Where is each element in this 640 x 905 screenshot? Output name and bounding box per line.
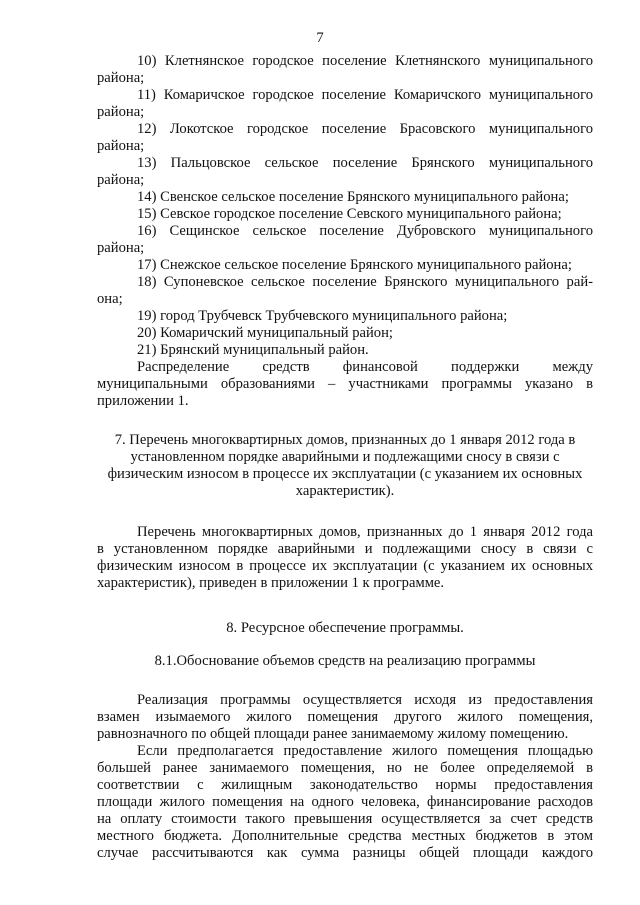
paragraph-line: характеристик), приведен в приложении 1 к программе. — [97, 575, 445, 591]
paragraph-line: Распределение средств финансовой поддержки между — [137, 359, 593, 375]
paragraph-line: местного бюджета. Дополнительные средства местных бюджетов в этом — [97, 828, 593, 844]
list-item-continuation: района; — [97, 240, 145, 256]
paragraph-line: площади жилого помещения на одного человека, финансирование расходов — [97, 794, 593, 810]
paragraph-line: Если предполагается предоставление жилого помещения площадью — [137, 743, 593, 759]
distribution-paragraph — [97, 359, 593, 410]
list-item: 19) город Трубчевск Трубчевского муниципального района; — [137, 308, 508, 324]
list-item: 20) Комаричский муниципальный район; — [137, 325, 393, 341]
resource-paragraph-2 — [97, 743, 593, 862]
resource-paragraph-1 — [97, 692, 593, 743]
paragraph-line: физическим износом в процессе их эксплуатации (с указанием их основных — [97, 558, 593, 574]
list-item: 12) Локотское городское поселение Брасовского муниципального — [137, 121, 593, 137]
list-item: 11) Комаричское городское поселение Комаричского муниципального — [137, 87, 593, 103]
list-item: 21) Брянский муниципальный район. — [137, 342, 369, 358]
section-8-heading: 8. Ресурсное обеспечение программы. — [226, 620, 464, 636]
section-7-heading — [97, 432, 593, 500]
list-item: 14) Свенское сельское поселение Брянского муниципального района; — [137, 189, 569, 205]
list-item: 18) Супоневское сельское поселение Брянского муниципального рай- — [137, 274, 593, 290]
page-content — [97, 53, 593, 862]
list-item: 13) Пальцовское сельское поселение Брянского муниципального — [137, 155, 593, 171]
paragraph-line: равнозначного по общей площади ранее занимаемому жилому помещению. — [97, 726, 569, 742]
paragraph-line: Реализация программы осуществляется исходя из предоставления — [137, 692, 593, 708]
heading-line: установленном порядке аварийными и подлежащими сносу в связи с — [130, 449, 560, 465]
list-item: 15) Севское городское поселение Севского муниципального района; — [137, 206, 562, 222]
section-8-1-heading: 8.1.Обоснование объемов средств на реализацию программы — [154, 653, 536, 669]
heading-line: физическим износом в процессе их эксплуатации (с указанием их основных — [107, 466, 583, 482]
list-item-continuation: района; — [97, 70, 145, 86]
paragraph-line: приложении 1. — [97, 393, 189, 409]
paragraph-line: в установленном порядке аварийными и подлежащими сносу в связи с — [97, 541, 593, 557]
page-number: 7 — [316, 30, 324, 46]
list-item: 10) Клетнянское городское поселение Клетнянского муниципального — [137, 53, 593, 69]
paragraph-line: случае рассчитываются как сумма разницы общей площади каждого — [97, 845, 593, 861]
paragraph-line: соответствии с жилищным законодательство нормы предоставления — [97, 777, 593, 793]
list-item-continuation: района; — [97, 138, 145, 154]
section-7-text — [97, 524, 593, 592]
paragraph-line: большей ранее занимаемого помещения, но не более определяемой в — [97, 760, 593, 776]
list-item-continuation: она; — [97, 291, 123, 307]
municipality-list — [97, 53, 593, 359]
heading-line: характеристик). — [295, 483, 395, 499]
paragraph-line: на оплату стоимости такого превышения осуществляется за счет средств — [97, 811, 593, 827]
list-item: 16) Сещинское сельское поселение Дубровского муниципального — [137, 223, 593, 239]
paragraph-line: Перечень многоквартирных домов, признанных до 1 января 2012 года — [137, 524, 593, 540]
list-item-continuation: района; — [97, 104, 145, 120]
heading-line: 7. Перечень многоквартирных домов, признанных до 1 января 2012 года в — [114, 432, 576, 448]
list-item-continuation: района; — [97, 172, 145, 188]
paragraph-line: взамен изымаемого жилого помещения другого жилого помещения, — [97, 709, 593, 725]
list-item: 17) Снежское сельское поселение Брянского муниципального района; — [137, 257, 572, 273]
paragraph-line: муниципальными образованиями – участниками программы указано в — [97, 376, 593, 392]
